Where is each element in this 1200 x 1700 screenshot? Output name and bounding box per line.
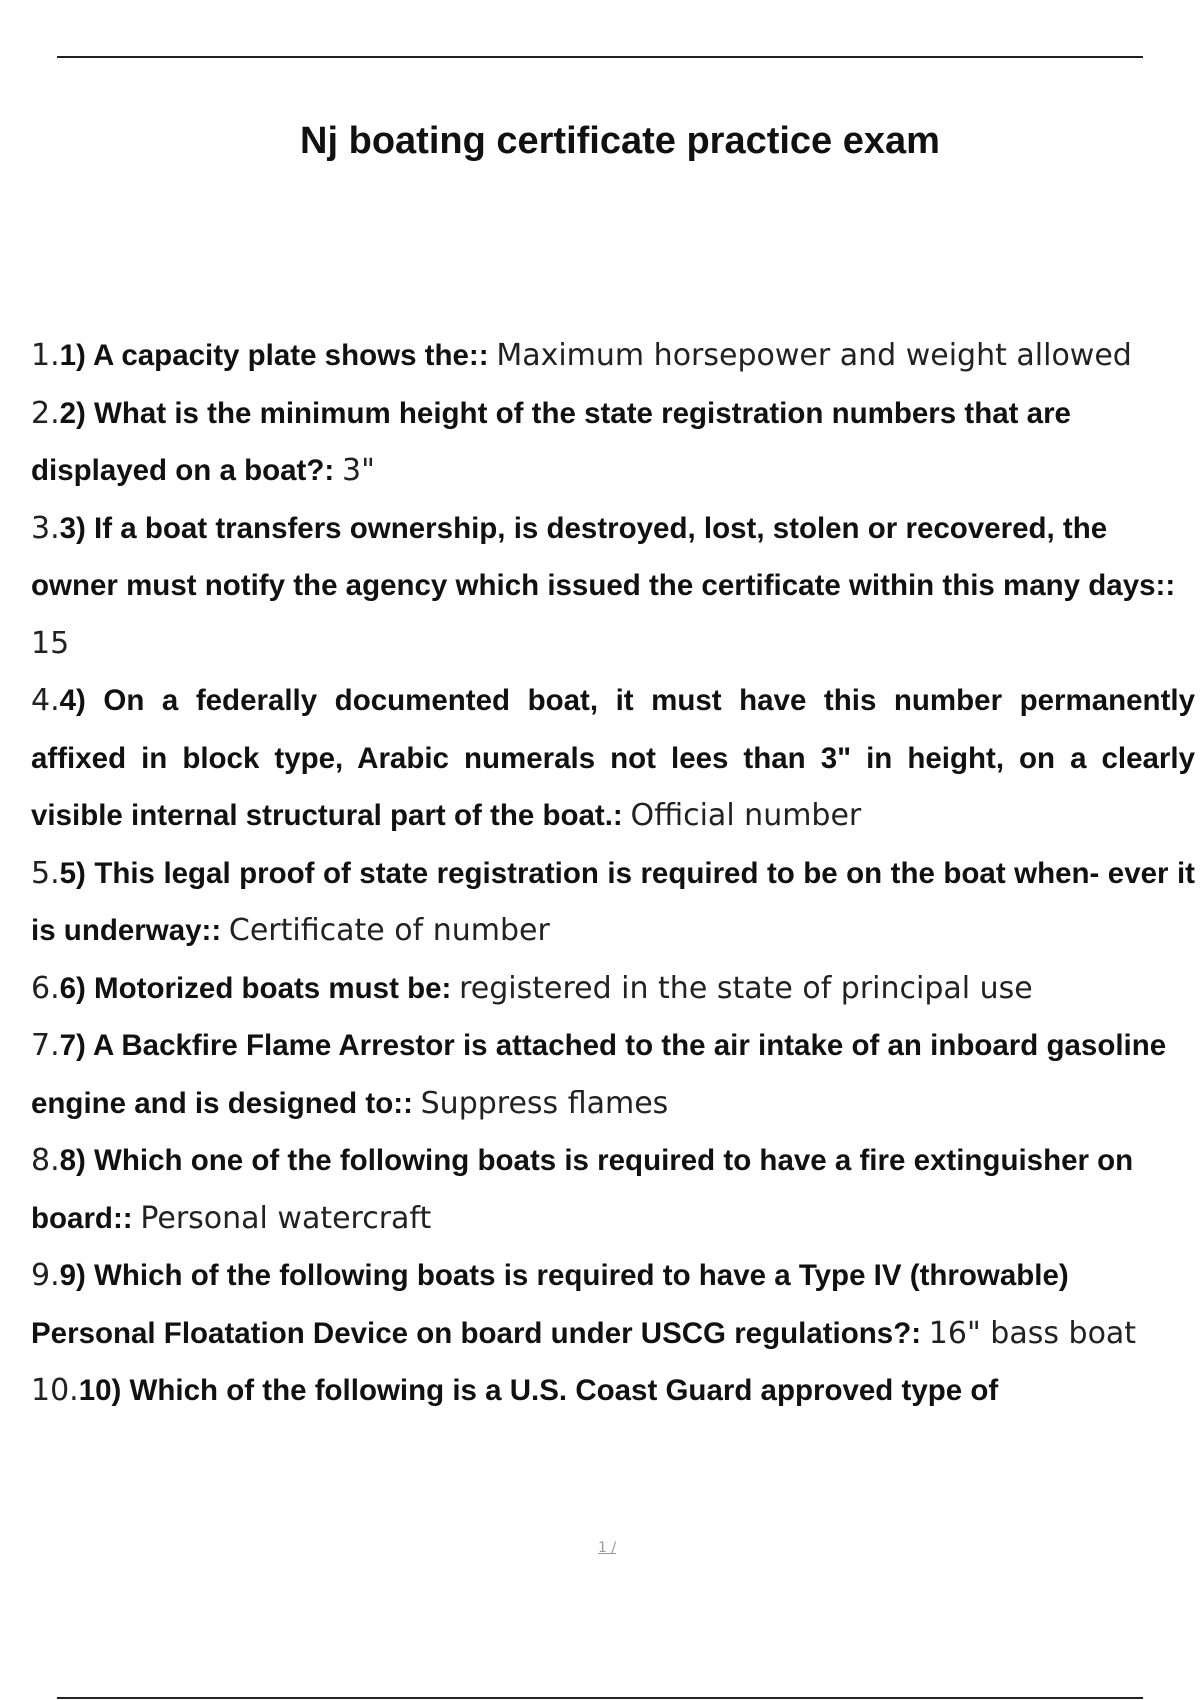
question-list bbox=[31, 327, 1195, 1420]
question-item-6 bbox=[31, 960, 1195, 1018]
question-text: 6) Motorized boats must be: bbox=[59, 971, 452, 1005]
question-number: 3. bbox=[31, 510, 60, 546]
answer-text: registered in the state of principal use bbox=[459, 970, 1033, 1006]
page-title: Nj boating certificate practice exam bbox=[300, 120, 940, 162]
answer-text: Suppress flames bbox=[420, 1085, 669, 1121]
top-rule bbox=[57, 56, 1143, 58]
question-item-7 bbox=[31, 1017, 1195, 1132]
question-item-2 bbox=[31, 385, 1195, 500]
question-text: 10) Which of the following is a U.S. Coast Guard approved type of bbox=[78, 1374, 999, 1407]
question-number: 8. bbox=[31, 1143, 60, 1178]
answer-text: 3" bbox=[341, 453, 375, 488]
question-item-10 bbox=[31, 1362, 1195, 1420]
answer-text: Official number bbox=[630, 798, 862, 833]
question-number: 4. bbox=[31, 683, 60, 718]
question-text: 4) On a federally documented boat, it must have this number permanently affixed in block type, Arabic numerals not lees than 3" in height, on a clearly visible internal structural part of the boat.: bbox=[31, 684, 1195, 832]
question-text: 1) A capacity plate shows the:: bbox=[59, 339, 489, 372]
answer-text: Maximum horsepower and weight allowed bbox=[496, 338, 1132, 373]
question-item-1 bbox=[31, 327, 1195, 385]
question-item-3 bbox=[31, 500, 1195, 673]
question-text: 3) If a boat transfers ownership, is destroyed, lost, stolen or recovered, the owner must notify the agency which issued the certificate within this many days:: bbox=[31, 511, 1176, 602]
question-number: 7. bbox=[31, 1028, 60, 1063]
page-number: 1 / bbox=[598, 1540, 617, 1556]
question-text: 2) What is the minimum height of the state registration numbers that are displayed on a boat?: bbox=[31, 396, 1071, 487]
answer-text: Personal watercraft bbox=[140, 1200, 432, 1236]
answer-text: 15 bbox=[31, 625, 70, 661]
answer-text: Certificate of number bbox=[228, 913, 550, 948]
bottom-rule bbox=[57, 1697, 1143, 1699]
question-item-8 bbox=[31, 1132, 1195, 1247]
question-number: 10. bbox=[31, 1373, 79, 1408]
question-number: 5. bbox=[31, 855, 60, 891]
question-number: 2. bbox=[31, 395, 60, 431]
question-text: 5) This legal proof of state registration is required to be on the boat when- ever it is underway:: bbox=[31, 856, 1195, 947]
answer-text: 16" bass boat bbox=[928, 1315, 1137, 1351]
question-text: 9) Which of the following boats is required to have a Type IV (throwable) Personal Floatation Device on board under USCG regulations?: bbox=[31, 1259, 1069, 1350]
question-text: 7) A Backfire Flame Arrestor is attached to the air intake of an inboard gasoline engine and is designed to:: bbox=[31, 1029, 1167, 1120]
question-text: 8) Which one of the following boats is required to have a fire extinguisher on board:: bbox=[31, 1144, 1134, 1235]
question-item-9 bbox=[31, 1247, 1195, 1362]
question-item-5 bbox=[31, 845, 1195, 960]
question-item-4 bbox=[31, 672, 1195, 845]
question-number: 9. bbox=[31, 1258, 60, 1293]
question-number: 1. bbox=[31, 338, 60, 373]
question-number: 6. bbox=[31, 970, 60, 1006]
